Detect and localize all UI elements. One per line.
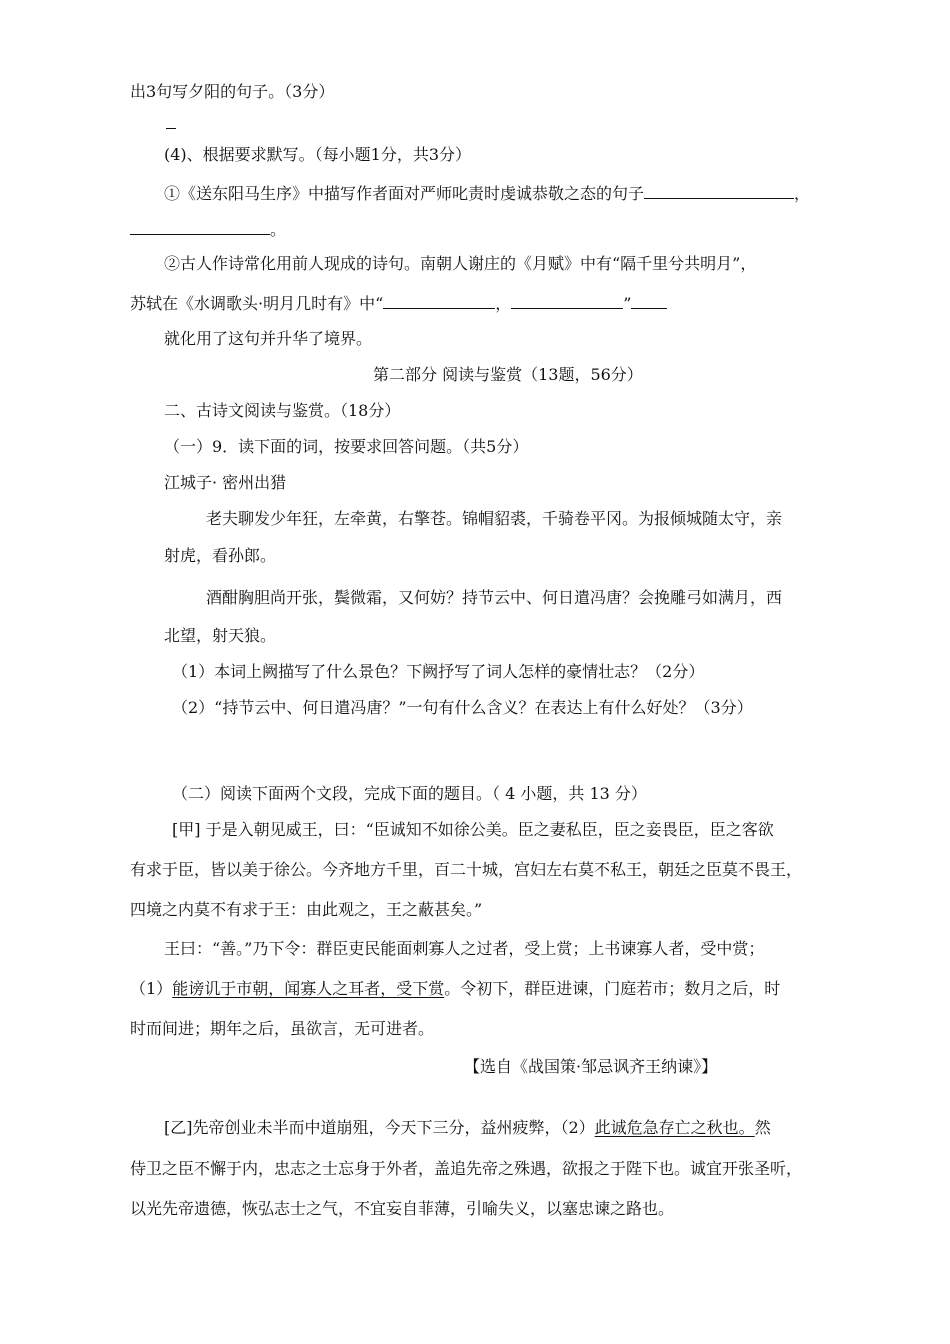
q8-4-item2-line3: 就化用了这句并升华了境界。 (164, 329, 373, 348)
poem-p1-line1: 老夫聊发少年狂，左牵黄，右擎苍。锦帽貂裘，千骑卷平冈。为报倾城随太守，亲 (206, 509, 783, 528)
stray-dash (166, 128, 176, 129)
q8-4-item2-comma: ， (495, 294, 512, 313)
jia-q1-marker: （1） (130, 979, 173, 998)
jia-line4: 王曰：“善。”乃下令：群臣吏民能面刺寡人之过者，受上赏；上书谏寡人者，受中赏； (164, 939, 765, 958)
reading-title: （二）阅读下面两个文段，完成下面的题目。（ 4 小题，共 13 分） (172, 784, 647, 803)
q8-4-item2-line1: ②古人作诗常化用前人现成的诗句。南朝人谢庄的《月赋》中有“隔千里兮共明月”， (164, 254, 757, 273)
jia-line6: 时而间进；期年之后，虽欲言，无可进者。 (130, 1019, 435, 1038)
jia-line3: 四境之内莫不有求于王：由此观之，王之蔽甚矣。” (130, 900, 483, 919)
answer-blank[interactable] (644, 182, 794, 199)
yi-underlined-sentence: 此诚危急存亡之秋也。 (594, 1118, 755, 1137)
yi-line1-text: [乙]先帝创业未半而中道崩殂，今天下三分，益州疲弊，（2） (164, 1118, 595, 1137)
answer-blank[interactable] (383, 292, 495, 309)
answer-blank[interactable] (631, 292, 667, 309)
yi-line2: 侍卫之臣不懈于内，忠志之士忘身于外者，盖追先帝之殊遇，欲报之于陛下也。诚宜开张圣听， (130, 1159, 803, 1178)
q9-1: （1）本词上阙描写了什么景色？下阙抒写了词人怎样的豪情壮志？（2分） (172, 662, 705, 681)
q8-4-item2-prefix: 苏轼在《水调歌头·明月几时有》中“ (130, 294, 384, 313)
q9-title: （一）9．读下面的词，按要求回答问题。（共5分） (164, 437, 529, 456)
part2-heading: 第二部分 阅读与鉴赏（13题，56分） (373, 365, 643, 384)
answer-blank[interactable] (130, 218, 270, 235)
poem-p1-line2: 射虎，看孙郎。 (164, 546, 277, 565)
q8-4-item1 (164, 182, 810, 204)
jia-line5 (130, 979, 780, 999)
jia-line2: 有求于臣，皆以美于徐公。今齐地方千里，百二十城，宫妇左右莫不私王，朝廷之臣莫不畏王， (130, 860, 803, 879)
q8-4-item1-comma: ， (794, 184, 811, 203)
yi-line1-end: 然 (754, 1118, 771, 1137)
q8-4-item1-cont (130, 218, 286, 240)
poem-title: 江城子· 密州出猎 (164, 473, 287, 492)
q8-4-title: (4)、根据要求默写。（每小题1分，共3分） (164, 145, 472, 164)
yi-line1 (164, 1118, 771, 1138)
q8-4-item2-line2 (130, 292, 667, 314)
jia-source: 【选自《战国策·邹忌讽齐王纳谏》】 (464, 1057, 718, 1076)
poem-p2-line2: 北望，射天狼。 (164, 626, 277, 645)
answer-blank[interactable] (511, 292, 623, 309)
q8-3-text: 出3句写夕阳的句子。（3分） (130, 82, 335, 101)
q8-4-item1-end: 。 (270, 220, 287, 239)
q9-2: （2）“持节云中、何日遣冯唐？”一句有什么含义？在表达上有什么好处？（3分） (172, 698, 753, 717)
q8-4-item2-quote: ” (623, 294, 632, 313)
q8-4-item1-text: ①《送东阳马生序》中描写作者面对严师叱责时虔诚恭敬之态的句子 (164, 184, 645, 203)
jia-line1: [甲] 于是入朝见威王，曰：“臣诚知不如徐公美。臣之妻私臣，臣之妾畏臣，臣之客欲 (172, 820, 774, 839)
section2-title: 二、古诗文阅读与鉴赏。（18分） (164, 401, 401, 420)
jia-line5-rest: 。令初下，群臣进谏，门庭若市；数月之后，时 (444, 979, 781, 998)
yi-line3: 以光先帝遗德，恢弘志士之气，不宜妄自菲薄，引喻失义，以塞忠谏之路也。 (130, 1199, 675, 1218)
jia-underlined-sentence: 能谤讥于市朝，闻寡人之耳者，受下赏 (172, 979, 445, 998)
poem-p2-line1: 酒酣胸胆尚开张，鬓微霜，又何妨？持节云中、何日遣冯唐？会挽雕弓如满月，西 (206, 588, 783, 607)
